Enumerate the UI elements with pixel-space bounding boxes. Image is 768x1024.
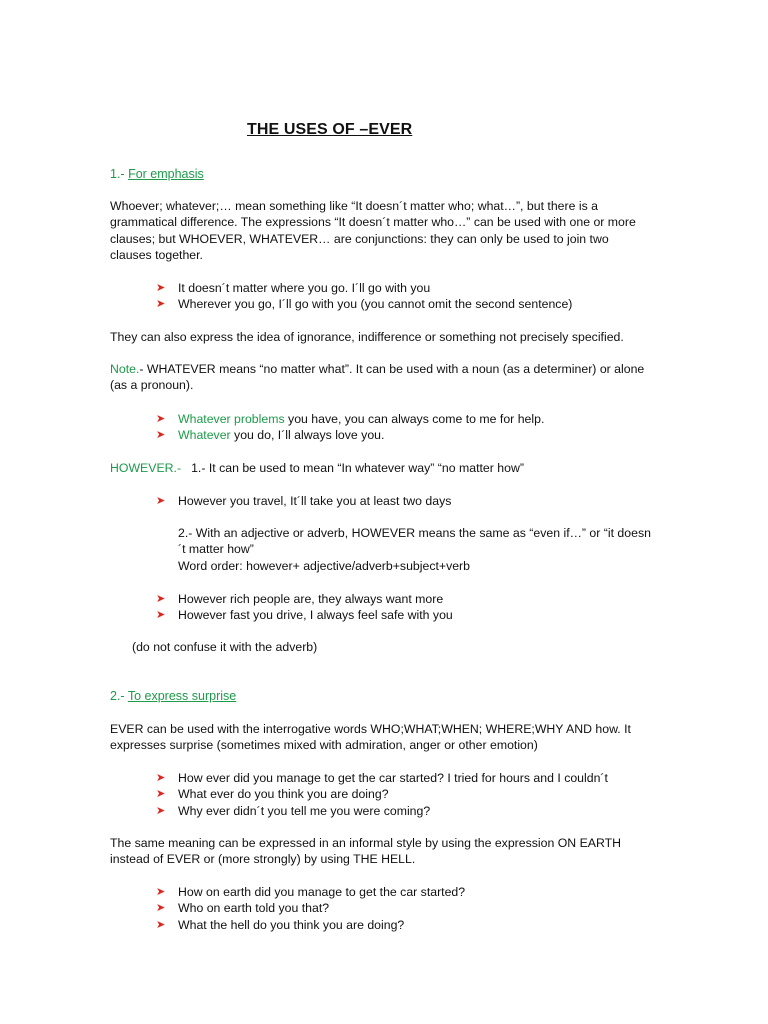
on-earth-paragraph: The same meaning can be expressed in an informal style by using the expression ON EARTH instead of EVER or (more strongly) by using THE HELL. bbox=[110, 836, 622, 867]
arrow-bullet-icon: ➤ bbox=[156, 413, 166, 425]
section-2-intro: EVER can be used with the interrogative words WHO;WHAT;WHEN; WHERE;WHY AND how. It expresses surprise (sometimes mixed with admiration, anger or other emotion) bbox=[110, 722, 631, 753]
list-item: ➤ What ever do you think you are doing? bbox=[156, 787, 389, 802]
arrow-bullet-icon: ➤ bbox=[156, 886, 166, 898]
arrow-bullet-icon: ➤ bbox=[156, 804, 166, 817]
however-label: HOWEVER.- bbox=[110, 461, 182, 475]
on-earth-example-list bbox=[156, 884, 465, 933]
list-item: ➤ However rich people are, they always want more bbox=[156, 592, 444, 606]
list-item: ➤ How ever did you manage to get the car started? I tried for hours and I couldn´t bbox=[156, 771, 608, 785]
arrow-bullet-icon: ➤ bbox=[156, 609, 166, 622]
list-item: ➤ It doesn´t matter where you go. I´ll go with you bbox=[156, 281, 431, 295]
section-2-number: 2.- bbox=[110, 689, 128, 703]
list-item: ➤ However you travel, It´ll take you at least two days bbox=[156, 494, 452, 508]
word-order: Word order: however+ adjective/adverb+subject+verb bbox=[178, 558, 470, 573]
arrow-bullet-icon: ➤ bbox=[156, 298, 166, 311]
section-1-title: For emphasis bbox=[128, 167, 204, 181]
however-example-list bbox=[156, 493, 451, 509]
note-text: - WHATEVER means “no matter what”. It can be used with a noun (as a determiner) or alone (as a pronoun). bbox=[110, 362, 645, 393]
list-item: ➤ Whatever you do, I´ll always love you. bbox=[156, 428, 385, 443]
however-definition bbox=[110, 460, 524, 476]
arrow-bullet-icon: ➤ bbox=[156, 772, 166, 784]
page-title: THE USES OF –EVER bbox=[247, 121, 413, 138]
arrow-bullet-icon: ➤ bbox=[156, 902, 166, 915]
however-point-2: 2.- With an adjective or adverb, HOWEVER means the same as “even if…” or “it doesn´t matter how” Word order: however+ adjective/adverb+subject+verb bbox=[178, 525, 658, 574]
list-item: ➤ Who on earth told you that? bbox=[156, 901, 330, 916]
arrow-bullet-icon: ➤ bbox=[156, 788, 166, 801]
list-item: ➤ What the hell do you think you are doing? bbox=[156, 917, 405, 932]
arrow-bullet-icon: ➤ bbox=[156, 495, 166, 507]
arrow-bullet-icon: ➤ bbox=[156, 429, 166, 442]
section-1-heading bbox=[110, 167, 204, 181]
list-item: ➤ How on earth did you manage to get the car started? bbox=[156, 885, 466, 899]
list-item: ➤ Wherever you go, I´ll go with you (you cannot omit the second sentence) bbox=[156, 297, 573, 312]
note-label: Note. bbox=[110, 362, 140, 376]
whatever-note bbox=[110, 361, 650, 394]
section-2-heading bbox=[110, 689, 236, 703]
section-2-title: To express surprise bbox=[127, 689, 237, 703]
section-1-intro: Whoever; whatever;… mean something like “It doesn´t matter who; what…”, but there is a grammatical difference. The expressions “It doesn´t matter who…” can be used with one or more clauses; but WHOEVER, WHATEVER… are conjunctions: they can only be used to join two clauses together. bbox=[110, 199, 636, 262]
list-item: ➤ Why ever didn´t you tell me you were coming? bbox=[156, 803, 431, 818]
section-1-number: 1.- bbox=[110, 167, 129, 181]
emphasis-example-list bbox=[156, 280, 572, 313]
list-item: ➤ However fast you drive, I always feel safe with you bbox=[156, 608, 453, 623]
surprise-example-list bbox=[156, 770, 608, 819]
ignorance-paragraph: They can also express the idea of ignorance, indifference or something not precisely specified. bbox=[110, 330, 624, 344]
arrow-bullet-icon: ➤ bbox=[156, 593, 166, 605]
however-adjective-example-list bbox=[156, 591, 453, 624]
arrow-bullet-icon: ➤ bbox=[156, 918, 166, 931]
list-item: ➤ Whatever problems you have, you can always come to me for help. bbox=[156, 412, 545, 426]
confuse-note: (do not confuse it with the adverb) bbox=[132, 640, 318, 654]
however-point-1: 1.- It can be used to mean “In whatever way” “no matter how” bbox=[191, 461, 524, 475]
arrow-bullet-icon: ➤ bbox=[156, 282, 166, 294]
whatever-example-list bbox=[156, 411, 544, 444]
